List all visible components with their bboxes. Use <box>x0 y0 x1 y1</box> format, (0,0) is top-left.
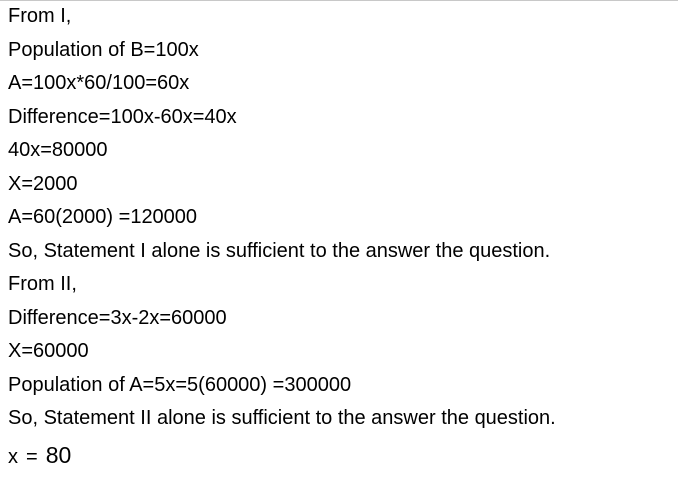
text-line: So, Statement II alone is sufficient to the answer the question. <box>8 407 556 429</box>
text-line: Difference=3x-2x=60000 <box>8 306 227 329</box>
equation-line <box>8 438 676 472</box>
text-line: A=60(2000) =120000 <box>8 206 198 228</box>
top-border <box>0 0 678 1</box>
text-line: So, Statement I alone is sufficient to the answer the question. <box>8 239 551 262</box>
text-line: Population of A=5x=5(60000) =300000 <box>8 373 352 396</box>
text-line: From II, <box>8 273 77 295</box>
text-line: Difference=100x-60x=40x <box>8 105 237 128</box>
text-line: 40x=80000 <box>8 139 108 161</box>
equation-value: 80 <box>45 441 72 468</box>
equation-variable: x <box>8 445 18 468</box>
equation-operator: = <box>26 445 38 468</box>
text-line: X=60000 <box>8 340 89 362</box>
solution-document <box>8 2 676 472</box>
text-line: X=2000 <box>8 172 78 195</box>
text-line: A=100x*60/100=60x <box>8 72 190 94</box>
text-line: Population of B=100x <box>8 38 199 61</box>
text-line: From I, <box>8 5 72 27</box>
